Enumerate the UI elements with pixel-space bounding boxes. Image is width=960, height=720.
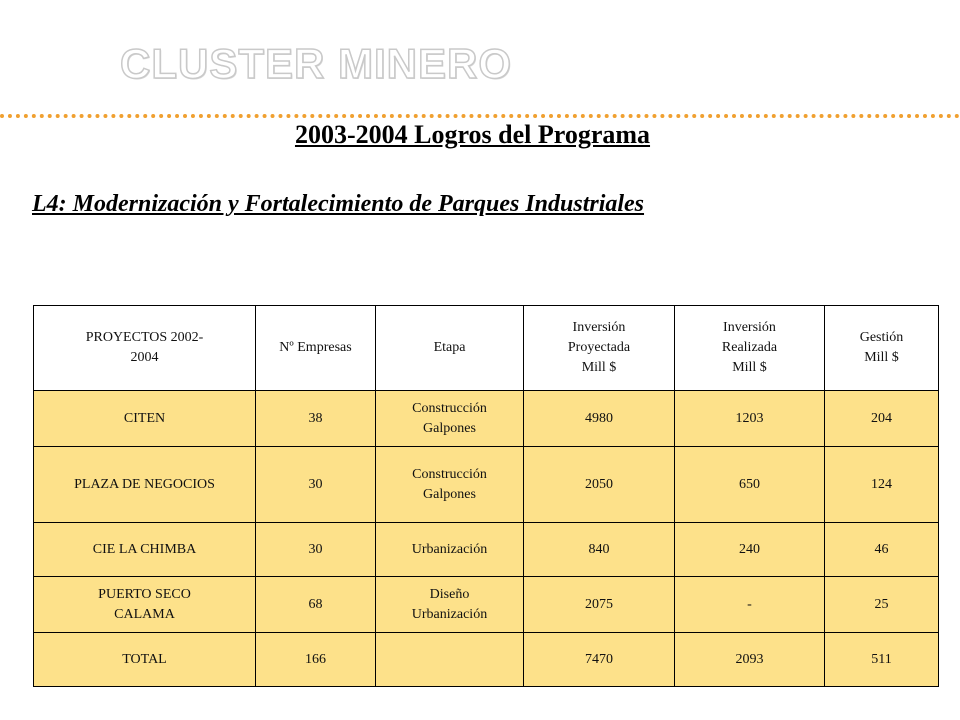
page-title: 2003-2004 Logros del Programa — [294, 120, 651, 149]
cell-inversion-proyectada: 4980 — [524, 391, 675, 447]
header-proyectos: PROYECTOS 2002- 2004 — [34, 306, 256, 391]
header-inversion-proyectada: Inversión Proyectada Mill $ — [524, 306, 675, 391]
cell-empresas: 30 — [256, 523, 376, 577]
table-row — [34, 577, 939, 633]
table-header-row — [34, 306, 939, 391]
cell-proyecto: PUERTO SECO CALAMA — [34, 577, 256, 633]
cell-gestion: 124 — [825, 447, 939, 523]
cell-empresas: 30 — [256, 447, 376, 523]
cell-proyecto: TOTAL — [34, 633, 256, 687]
cell-etapa — [376, 633, 524, 687]
cell-empresas: 166 — [256, 633, 376, 687]
cell-inversion-proyectada: 7470 — [524, 633, 675, 687]
cell-gestion: 46 — [825, 523, 939, 577]
cell-inversion-realizada: 2093 — [675, 633, 825, 687]
brand-logo-text: CLUSTER MINERO — [120, 40, 512, 87]
cell-etapa: Diseño Urbanización — [376, 577, 524, 633]
dotted-divider — [0, 114, 960, 118]
cell-empresas: 38 — [256, 391, 376, 447]
cell-gestion: 511 — [825, 633, 939, 687]
table-row — [34, 391, 939, 447]
cell-inversion-proyectada: 840 — [524, 523, 675, 577]
table-row — [34, 447, 939, 523]
cell-inversion-realizada: - — [675, 577, 825, 633]
cell-gestion: 25 — [825, 577, 939, 633]
cell-inversion-realizada: 650 — [675, 447, 825, 523]
cell-proyecto: PLAZA DE NEGOCIOS — [34, 447, 256, 523]
cell-proyecto: CITEN — [34, 391, 256, 447]
header-empresas: Nº Empresas — [256, 306, 376, 391]
cell-etapa: Construcción Galpones — [376, 447, 524, 523]
cell-inversion-proyectada: 2075 — [524, 577, 675, 633]
cell-empresas: 68 — [256, 577, 376, 633]
cell-proyecto: CIE LA CHIMBA — [34, 523, 256, 577]
header-etapa: Etapa — [376, 306, 524, 391]
table-row — [34, 523, 939, 577]
cell-inversion-realizada: 240 — [675, 523, 825, 577]
header-inversion-realizada: Inversión Realizada Mill $ — [675, 306, 825, 391]
cell-inversion-realizada: 1203 — [675, 391, 825, 447]
projects-table — [33, 305, 939, 687]
cell-etapa: Construcción Galpones — [376, 391, 524, 447]
cell-inversion-proyectada: 2050 — [524, 447, 675, 523]
table-row-total — [34, 633, 939, 687]
cell-gestion: 204 — [825, 391, 939, 447]
cell-etapa: Urbanización — [376, 523, 524, 577]
section-subtitle: L4: Modernización y Fortalecimiento de Parques Industriales — [32, 191, 645, 217]
header-gestion: Gestión Mill $ — [825, 306, 939, 391]
